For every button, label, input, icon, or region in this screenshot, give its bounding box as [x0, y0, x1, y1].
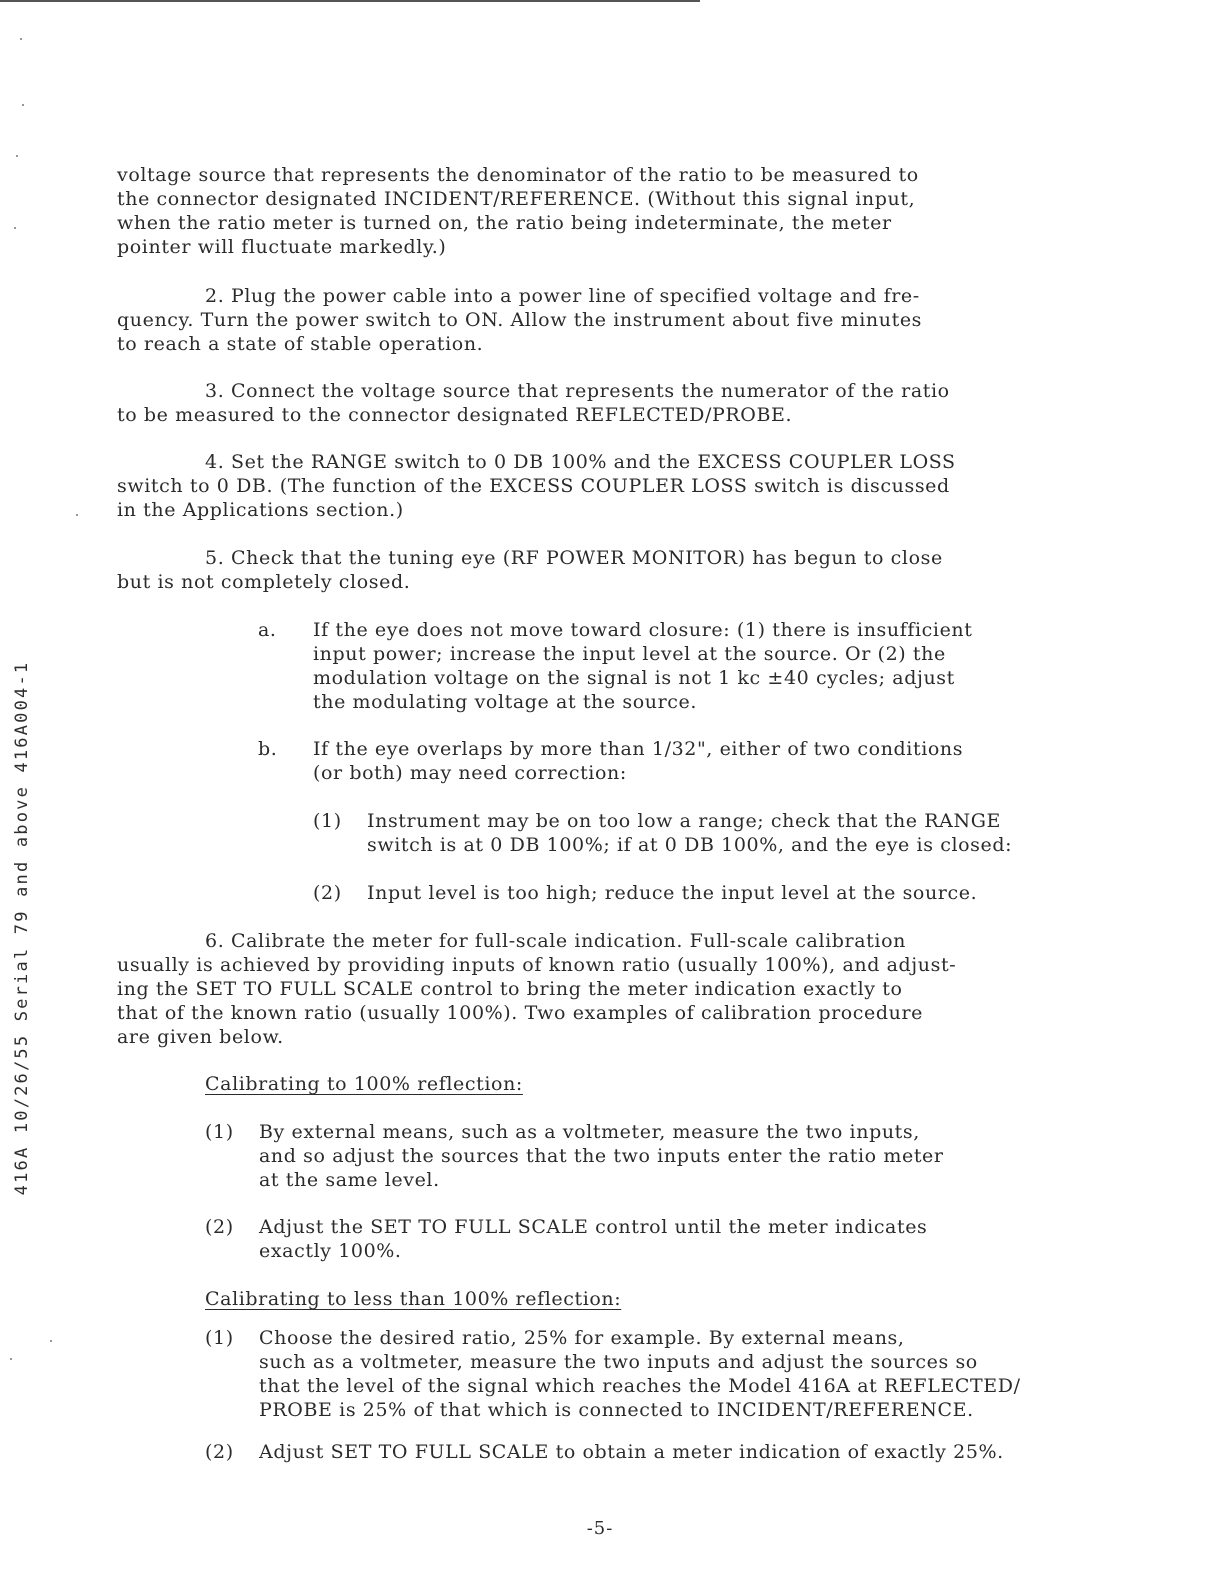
side-margin-label: 416A 10/26/55 Serial 79 and above 416A004-1 [12, 660, 32, 1196]
item-marker: b. [258, 738, 278, 760]
text-line: Choose the desired ratio, 25% for example. By external means, [259, 1327, 905, 1349]
text-line: exactly 100%. [259, 1240, 402, 1262]
text-line: By external means, such as a voltmeter, measure the two inputs, [259, 1121, 920, 1143]
text-line: PROBE is 25% of that which is connected to INCIDENT/REFERENCE. [259, 1399, 974, 1421]
text-line: voltage source that represents the denominator of the ratio to be measured to [117, 164, 919, 186]
text-line: If the eye does not move toward closure: (1) there is insufficient [313, 619, 973, 641]
text-line: quency. Turn the power switch to ON. Allow the instrument about five minutes [117, 309, 923, 331]
text-line: and so adjust the sources that the two inputs enter the ratio meter [259, 1145, 944, 1167]
text-line: Adjust the SET TO FULL SCALE control until the meter indicates [259, 1216, 928, 1238]
text-line: modulation voltage on the signal is not 1 kc ±40 cycles; adjust [313, 667, 955, 689]
section-heading: Calibrating to less than 100% reflection: [205, 1288, 622, 1310]
item-marker: (2) [313, 882, 342, 904]
text-line: 4. Set the RANGE switch to 0 DB 100% and the EXCESS COUPLER LOSS [205, 451, 956, 473]
text-line: to reach a state of stable operation. [117, 333, 484, 355]
scan-speck [14, 227, 16, 229]
text-line: 3. Connect the voltage source that represents the numerator of the ratio [205, 380, 950, 402]
scan-speck [10, 1358, 12, 1360]
text-line: 2. Plug the power cable into a power line of specified voltage and fre- [205, 285, 920, 307]
text-line: If the eye overlaps by more than 1/32", either of two conditions [313, 738, 964, 760]
text-line: that of the known ratio (usually 100%). Two examples of calibration procedure [117, 1002, 924, 1024]
text-line: such as a voltmeter, measure the two inputs and adjust the sources so [259, 1351, 978, 1373]
page-number: -5- [586, 1518, 614, 1539]
scan-speck [22, 104, 24, 106]
text-line: 5. Check that the tuning eye (RF POWER MONITOR) has begun to close [205, 547, 943, 569]
text-line: switch to 0 DB. (The function of the EXCESS COUPLER LOSS switch is discussed [117, 475, 950, 497]
scan-speck [50, 1340, 52, 1342]
top-rule [0, 0, 700, 2]
text-line: input power; increase the input level at the source. Or (2) the [313, 643, 946, 665]
text-line: (or both) may need correction: [313, 762, 627, 784]
item-marker: a. [258, 619, 277, 641]
section-heading: Calibrating to 100% reflection: [205, 1073, 523, 1095]
item-marker: (1) [205, 1327, 234, 1349]
text-line: are given below. [117, 1026, 284, 1048]
text-line: ing the SET TO FULL SCALE control to bring the meter indication exactly to [117, 978, 903, 1000]
text-line: when the ratio meter is turned on, the ratio being indeterminate, the meter [117, 212, 892, 234]
item-marker: (2) [205, 1216, 234, 1238]
text-line: Input level is too high; reduce the input level at the source. [367, 882, 978, 904]
text-line: Adjust SET TO FULL SCALE to obtain a meter indication of exactly 25%. [259, 1441, 1004, 1463]
scan-speck [76, 514, 78, 516]
item-marker: (1) [205, 1121, 234, 1143]
text-line: the connector designated INCIDENT/REFERENCE. (Without this signal input, [117, 188, 916, 210]
text-line: Instrument may be on too low a range; check that the RANGE [367, 810, 1001, 832]
text-line: to be measured to the connector designated REFLECTED/PROBE. [117, 404, 793, 426]
text-line: but is not completely closed. [117, 571, 411, 593]
text-line: that the level of the signal which reaches the Model 416A at REFLECTED/ [259, 1375, 1021, 1397]
item-marker: (1) [313, 810, 342, 832]
text-line: usually is achieved by providing inputs of known ratio (usually 100%), and adjust- [117, 954, 957, 976]
text-line: pointer will fluctuate markedly.) [117, 236, 447, 258]
text-line: 6. Calibrate the meter for full-scale indication. Full-scale calibration [205, 930, 906, 952]
text-line: switch is at 0 DB 100%; if at 0 DB 100%, and the eye is closed: [367, 834, 1013, 856]
item-marker: (2) [205, 1441, 234, 1463]
scan-speck [16, 155, 18, 157]
text-line: in the Applications section.) [117, 499, 404, 521]
text-line: at the same level. [259, 1169, 440, 1191]
scan-speck [20, 38, 22, 40]
text-line: the modulating voltage at the source. [313, 691, 698, 713]
